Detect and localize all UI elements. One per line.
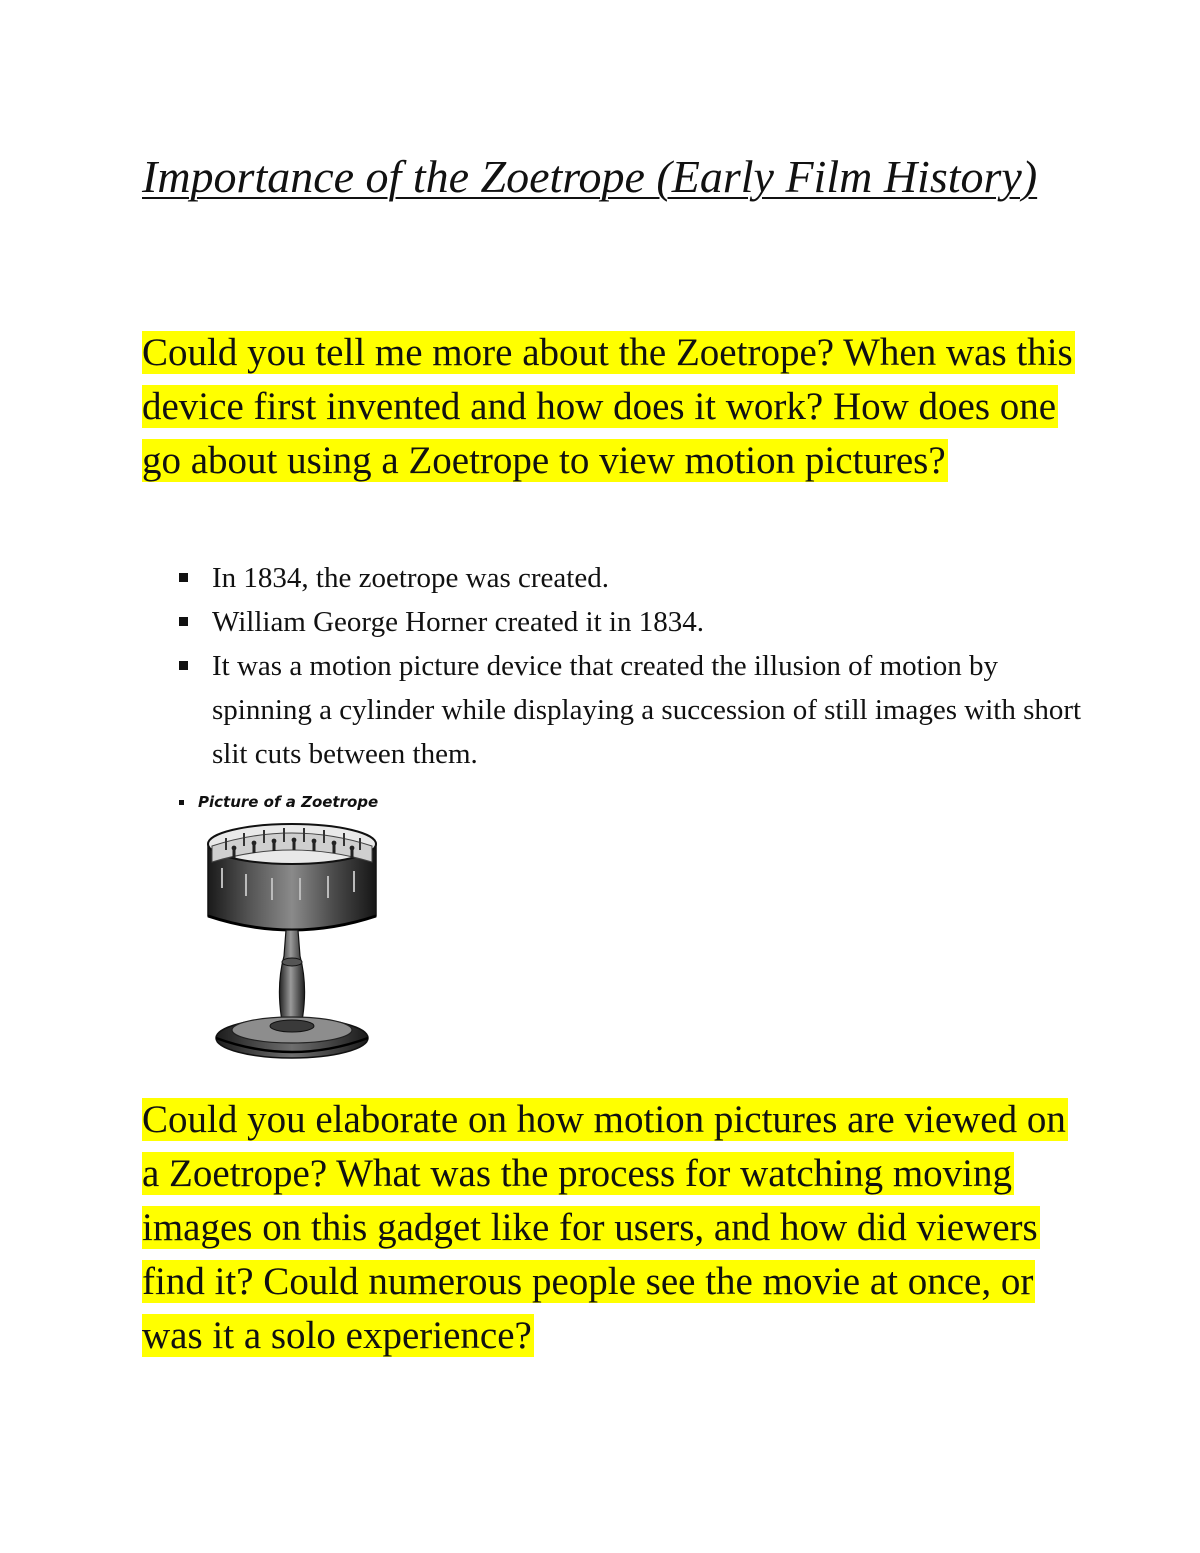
square-bullet-icon xyxy=(179,661,188,670)
question-1-text: Could you tell me more about the Zoetrope? When was this device first invented and how does it work? How does one go about using a Zoetrope to view motion pictures? xyxy=(142,331,1073,482)
answer-bullet-list xyxy=(0,556,1200,776)
bullet-item xyxy=(0,556,1092,600)
picture-caption-text: Picture of a Zoetrope xyxy=(198,793,379,811)
question-2 xyxy=(142,1093,1082,1363)
question-1 xyxy=(142,326,1082,488)
square-bullet-icon xyxy=(179,573,188,582)
bullet-text: In 1834, the zoetrope was created. xyxy=(212,562,609,594)
document-title: Importance of the Zoetrope (Early Film History) xyxy=(142,151,1038,202)
question-2-text: Could you elaborate on how motion pictures are viewed on a Zoetrope? What was the process for watching moving images on this gadget like for users, and how did viewers find it? Could numerous people see the movie at once, or was it a solo experience? xyxy=(142,1098,1066,1357)
bullet-item xyxy=(0,600,1092,644)
bullet-text: It was a motion picture device that created the illusion of motion by spinning a cylinder while displaying a succession of still images with short slit cuts between them. xyxy=(212,650,1082,770)
bullet-item xyxy=(0,644,1092,776)
bullet-text: William George Horner created it in 1834. xyxy=(212,606,704,638)
square-bullet-icon xyxy=(179,617,188,626)
picture-caption xyxy=(179,788,378,816)
square-bullet-icon xyxy=(179,800,184,805)
zoetrope-illustration-icon xyxy=(202,816,382,1066)
